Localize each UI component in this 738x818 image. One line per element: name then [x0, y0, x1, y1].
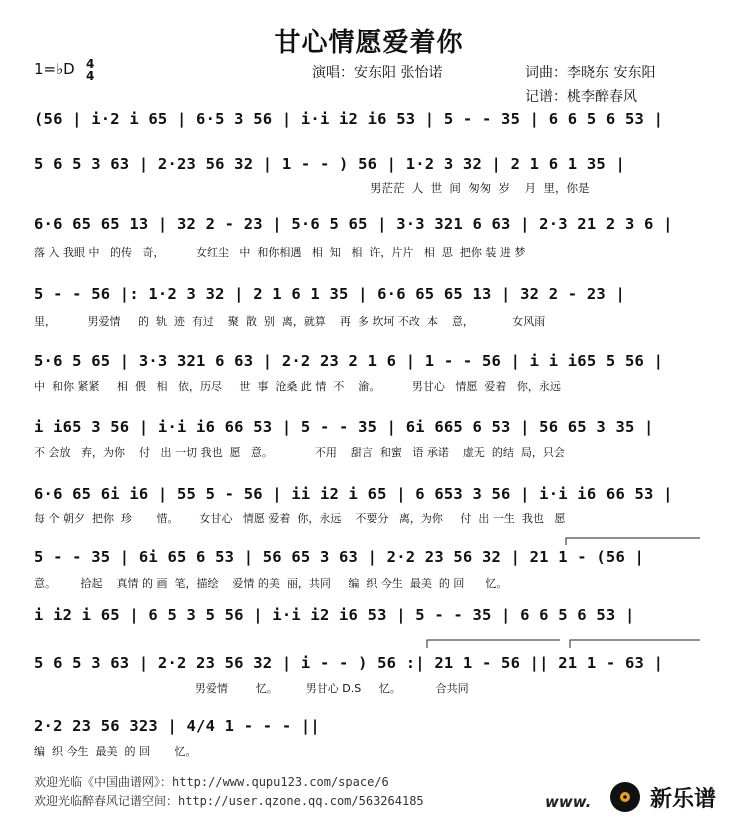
watermark-url: www. [545, 793, 592, 811]
site-logo-text: 新乐谱 [650, 787, 717, 812]
song-title: 甘心情愿爱着你 [274, 28, 464, 58]
score-line-4-lyrics: 里， 男爱情 的 轨 迹 有过 聚 散 别 离，就算 再 多 坎坷 不改 本 意， 女风雨 [34, 315, 546, 328]
footer-line-1: 欢迎光临《中国曲谱网》：http://www.qupu123.com/space/6 [34, 775, 389, 789]
score-line-10-notes: 5 6 5 3 63 | 2·2 23 56 32 | i - - ) 56 :| 21 1 - 56 || 21 1 - 63 | [34, 654, 664, 672]
score-line-6-lyrics: 不 会放 弃，为你 付 出 一切 我也 愿 意。 不用 甜言 和蜜 语 承诺 虚无 的结 局，只会 [34, 446, 565, 459]
score-line-8-lyrics: 意。 拾起 真情 的 画 笔，描绘 爱情 的美 丽，共同 编 织 今生 最美 的 回 忆。 [34, 577, 508, 590]
score-line-5-lyrics: 中 和你 紧紧 相 偎 相 依，历尽 世 事 沧桑 此 情 不 渝。 男甘心 情愿 爱着 你，永远 [34, 380, 561, 393]
time-signature-bottom: 4 [86, 69, 95, 83]
score-line-5-notes: 5·6 5 65 | 3·3 321 6 63 | 2·2 23 2 1 6 | 1 - - 56 | i i i65 5 56 | [34, 352, 664, 370]
score-line-4-notes: 5 - - 56 |: 1·2 3 32 | 2 1 6 1 35 | 6·6 65 65 13 | 32 2 - 23 | [34, 285, 625, 303]
record-disc-icon [607, 780, 647, 814]
volta-2-bracket [427, 640, 560, 648]
score-line-11-lyrics: 编 织 今生 最美 的 回 忆。 [34, 745, 197, 758]
score-line-2-lyrics: 男茫茫 人 世 间 匆匆 岁 月 里，你是 [370, 181, 590, 195]
volta-3-bracket [570, 640, 700, 648]
footer-line-2: 欢迎光临醉春风记谱空间：http://user.qzone.qq.com/563264185 [34, 794, 424, 808]
singers-credit: 演唱：安东阳 张怡诺 [312, 65, 443, 81]
time-signature-top: 4 [86, 57, 95, 71]
transcriber-credit: 记谱：桃李醉春风 [525, 89, 637, 105]
score-line-1-notes: (56 | i·2 i 65 | 6·5 3 56 | i·i i2 i6 53 | 5 - - 35 | 6 6 5 6 53 | [34, 110, 664, 128]
score-line-6-notes: i i65 3 56 | i·i i6 66 53 | 5 - - 35 | 6i 665 6 53 | 56 65 3 35 | [34, 418, 654, 436]
composers-credit: 词曲：李晓东 安东阳 [525, 65, 656, 81]
score-line-7-lyrics: 每 个 朝夕 把你 珍 惜。 女甘心 情愿 爱着 你，永远 不要分 离，为你 付 出 一生 我也 愿 [34, 512, 566, 525]
score-line-7-notes: 6·6 65 6i i6 | 55 5 - 56 | ii i2 i 65 | 6 653 3 56 | i·i i6 66 53 | [34, 485, 673, 503]
score-line-9-notes: i i2 i 65 | 6 5 3 5 56 | i·i i2 i6 53 | 5 - - 35 | 6 6 5 6 53 | [34, 606, 635, 624]
score-line-2-notes: 5 6 5 3 63 | 2·23 56 32 | 1 - - ) 56 | 1·2 3 32 | 2 1 6 1 35 | [34, 155, 625, 173]
score-line-11-notes: 2·2 23 56 323 | 4/4 1 - - - || [34, 717, 320, 735]
score-line-10-lyrics: 男爱情 忆。 男甘心 D.S 忆。 合共同 [34, 682, 469, 695]
score-line-3-lyrics: 落 入 我眼 中 的传 奇， 女红尘 中 和你相遇 相 知 相 许，片片 相 思 把你 装 进 梦 [34, 246, 526, 259]
volta-1-bracket [566, 538, 700, 545]
key-signature: 1=♭D [34, 60, 75, 78]
score-line-3-notes: 6·6 65 65 13 | 32 2 - 23 | 5·6 5 65 | 3·3 321 6 63 | 2·3 21 2 3 6 | [34, 215, 673, 233]
score-line-8-notes: 5 - - 35 | 6i 65 6 53 | 56 65 3 63 | 2·2 23 56 32 | 21 1 - (56 | [34, 548, 645, 566]
